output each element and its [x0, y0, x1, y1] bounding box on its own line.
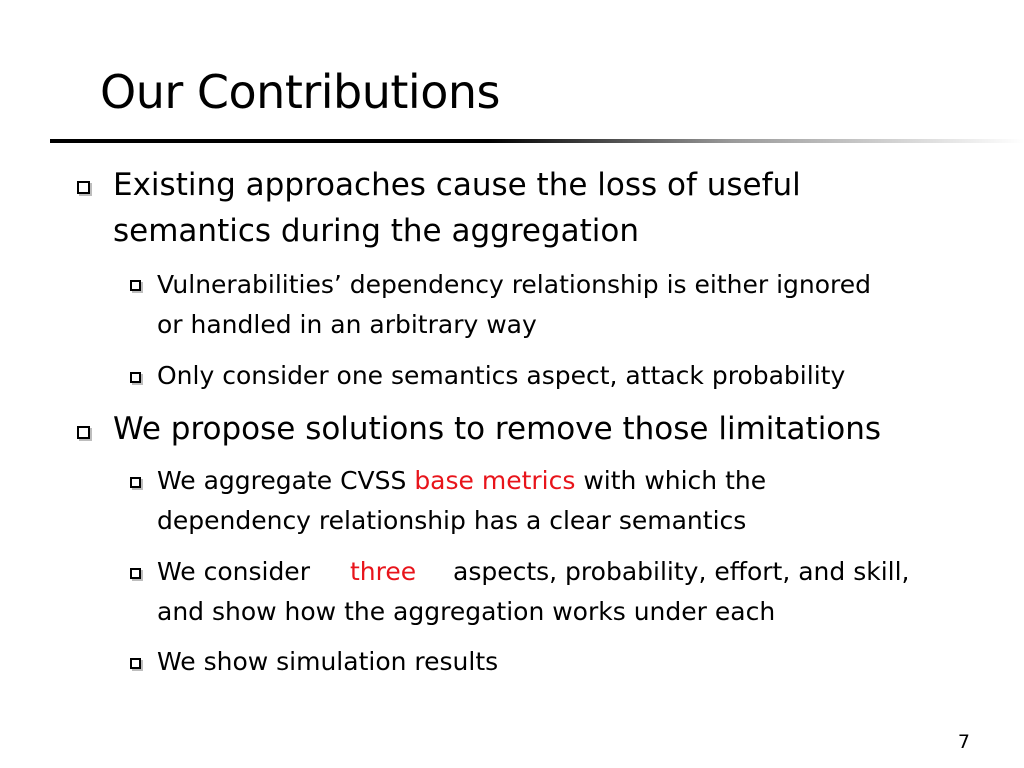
sub-bullet-2-1-line-2: dependency relationship has a clear semantics: [157, 506, 747, 535]
checkbox-bullet-icon: [77, 426, 90, 439]
title-underline: [50, 139, 1024, 143]
sub-bullet-2-2-text-after: aspects, probability, effort, and skill,: [453, 557, 910, 586]
checkbox-bullet-icon: [130, 568, 141, 579]
sub-bullet-2-2-text-before: We consider: [157, 557, 310, 586]
bullet-2-line-1: We propose solutions to remove those limitations: [113, 411, 882, 447]
sub-bullet-2-1-line-1: [157, 462, 766, 500]
page-number: 7: [957, 731, 970, 753]
sub-bullet-1-1-line-1: Vulnerabilities’ dependency relationship is either ignored: [157, 270, 872, 299]
checkbox-bullet-icon: [77, 181, 90, 194]
sub-bullet-2-2-line-2: and show how the aggregation works under each: [157, 597, 776, 626]
checkbox-bullet-icon: [130, 372, 141, 383]
bullet-1-line-2: semantics during the aggregation: [113, 213, 640, 249]
sub-bullet-2-1-text-before: We aggregate CVSS: [157, 466, 415, 495]
sub-bullet-2-1-text-after: with which the: [575, 466, 767, 495]
slide-title: Our Contributions: [100, 65, 500, 119]
bullet-1-line-1: Existing approaches cause the loss of useful: [113, 167, 801, 203]
sub-bullet-1-2-line-1: Only consider one semantics aspect, attack probability: [157, 361, 846, 390]
sub-bullet-1-1-line-2: or handled in an arbitrary way: [157, 310, 537, 339]
checkbox-bullet-icon: [130, 477, 141, 488]
sub-bullet-2-3-line-1: We show simulation results: [157, 647, 499, 676]
three-highlight: three: [350, 557, 417, 586]
base-metrics-highlight: base metrics: [414, 466, 576, 495]
checkbox-bullet-icon: [130, 658, 141, 669]
checkbox-bullet-icon: [130, 280, 141, 291]
